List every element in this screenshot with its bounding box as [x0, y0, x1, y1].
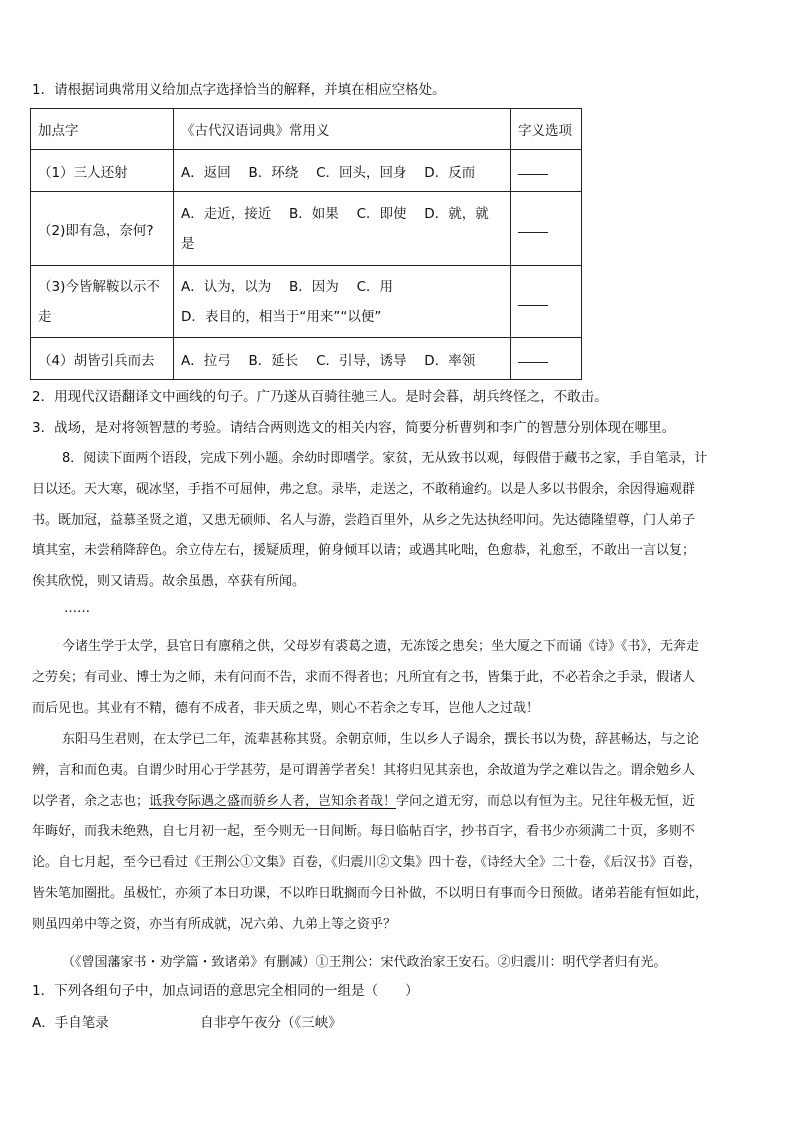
blank-line[interactable] — [518, 220, 548, 233]
def-line: A．走近，接近 B．如果 C．即使 D．就，就 — [181, 205, 489, 222]
source-title: （《曾国藩家书・劝学篇・致诸弟》有删减） — [62, 955, 316, 970]
row-word: （1）三人还射 — [31, 150, 174, 192]
passage-line: 今诸生学于太学，县官日有廪稍之供，父母岁有裘葛之遗，无冻馁之患矣；坐大厦之下而诵《诗》《书》，无奔走 — [62, 639, 700, 654]
passage-line — [32, 444, 762, 475]
passage-line: 俟其欣悦，则又请焉。故余虽愚，卒获有所闻。 — [32, 574, 306, 590]
row-word — [31, 266, 174, 338]
underlined-sentence: 诋我夸际遇之盛而骄乡人者，岂知余者哉！ — [149, 793, 397, 809]
question-3: 3．战场，是对将领智慧的考验。请结合两则选文的相关内容，简要分析曹刿和李广的智慧分别体现在哪里。 — [32, 420, 676, 436]
def-line: D．表目的，相当于“用来”“以便” — [181, 308, 382, 325]
header-word: 加点字 — [31, 109, 174, 150]
answer-blank[interactable] — [511, 192, 582, 266]
option-a-right[interactable]: 自非亭午夜分（《三峡》 — [200, 1015, 342, 1031]
passage-line: 日以还。天大寒，砚冰坚，手指不可屈伸，弗之怠。录毕，走送之，不敢稍逾约。以是人多以书假余，余因得遍观群 — [32, 481, 696, 497]
passage-line: 填其室，未尝稍降辞色。余立侍左右，援疑质理，俯身倾耳以请；或遇其叱咄，色愈恭，礼愈至，不敢出一言以复； — [32, 543, 696, 559]
question-8-intro: 8．阅读下面两个语段，完成下列小题。 — [62, 451, 292, 466]
row-word: （2)即有急，奈何? — [31, 192, 174, 266]
header-definition: 《古代汉语词典》常用义 — [174, 109, 511, 150]
word-line: （3)今皆解鞍以示不 — [38, 278, 160, 295]
question-2: 2．用现代汉语翻译文中画线的句子。广乃遂从百骑往驰三人。是时会暮，胡兵终怪之，不敢击。 — [32, 389, 608, 405]
passage-line: 则虽四弟中等之资，亦当有所成就，况六弟、九弟上等之资乎？ — [32, 916, 397, 932]
word-line: 走 — [38, 308, 52, 325]
row-definition: A．拉弓 B．延长 C．引导，诱导 D．率领 — [174, 338, 511, 380]
row-definition — [174, 192, 511, 266]
passage-line: 书。既加冠，益慕圣贤之道，又患无硕师、名人与游，尝趋百里外，从乡之先达执经叩问。先达德隆望尊，门人弟子 — [32, 512, 696, 528]
passage-line: 年晦好，而我未绝熟，自七月初一起，至今则无一日间断。每日临帖百字，抄书百字，看书少亦须满二十页，多则不 — [32, 824, 696, 840]
blank-line[interactable] — [518, 162, 548, 175]
header-answer: 字义选项 — [511, 109, 582, 150]
ellipsis: …… — [64, 601, 90, 616]
passage-line: 辨，言和而色夷。自谓少时用心于学甚劳，是可谓善学者矣！其将归见其亲也，余故道为学之难以告之。谓余勉乡人 — [32, 762, 696, 778]
passage-line: 东阳马生君则，在太学已二年，流辈甚称其贤。余朝京师，生以乡人子谒余，撰长书以为贽，辞甚畅达，与之论 — [62, 732, 700, 747]
def-line: A．认为，以为 B．因为 C．用 — [181, 278, 394, 295]
table-row — [31, 266, 582, 338]
row-definition: A．返回 B．环绕 C．回头，回身 D．反而 — [174, 150, 511, 192]
answer-blank[interactable] — [511, 338, 582, 380]
question-1-prompt: 1．请根据词典常用义给加点字选择恰当的解释，并填在相应空格处。 — [32, 82, 446, 98]
passage-2 — [32, 632, 762, 724]
row-definition — [174, 266, 511, 338]
option-a-left[interactable]: A．手自笔录 — [32, 1015, 109, 1031]
passage-line: 论。自七月起，至今已看过《王荆公①文集》百卷，《归震川②文集》四十卷，《诗经大全》二十卷，《后汉书》百卷， — [32, 855, 702, 871]
passage-3 — [32, 725, 762, 941]
passage-text: 余幼时即嗜学。家贫，无从致书以观，每假借于藏书之家，手自笔录，计 — [291, 451, 708, 466]
table-row — [31, 338, 582, 380]
answer-blank[interactable] — [511, 150, 582, 192]
table-row — [31, 150, 582, 192]
passage-1 — [32, 444, 762, 598]
source-footnote: ①王荆公：宋代政治家王安石。②归震川：明代学者归有光。 — [315, 955, 667, 970]
passage-text: 以学者，余之志也； — [32, 793, 150, 809]
subquestion-1-prompt: 1．下列各组句子中，加点词语的意思完全相同的一组是（ ） — [32, 983, 419, 999]
def-line: 是 — [181, 235, 195, 252]
answer-blank[interactable] — [511, 266, 582, 338]
vocab-table — [30, 108, 582, 380]
blank-line[interactable] — [518, 350, 548, 363]
table-header-row — [31, 109, 582, 150]
passage-line: 而后见也。其业有不精，德有不成者，非天质之卑，则心不若余之专耳，岂他人之过哉！ — [32, 700, 540, 716]
row-word: （4）胡皆引兵而去 — [31, 338, 174, 380]
passage-line: 皆朱笔加圈批。虽极忙，亦须了本日功课，不以昨日耽搁而今日补做，不以明日有事而今日预做。诸弟若能有恒如此， — [32, 885, 709, 901]
source-citation — [62, 951, 667, 970]
passage-line: 之劳矣；有司业、博士为之师，未有问而不告，求而不得者也；凡所宜有之书，皆集于此，不必若余之手录，假诸人 — [32, 669, 696, 685]
passage-text: 学问之道无穷，而总以有恒为主。兄往年极无恒，近 — [396, 793, 696, 809]
blank-line[interactable] — [518, 293, 548, 306]
passage-line — [32, 787, 762, 818]
table-row — [31, 192, 582, 266]
